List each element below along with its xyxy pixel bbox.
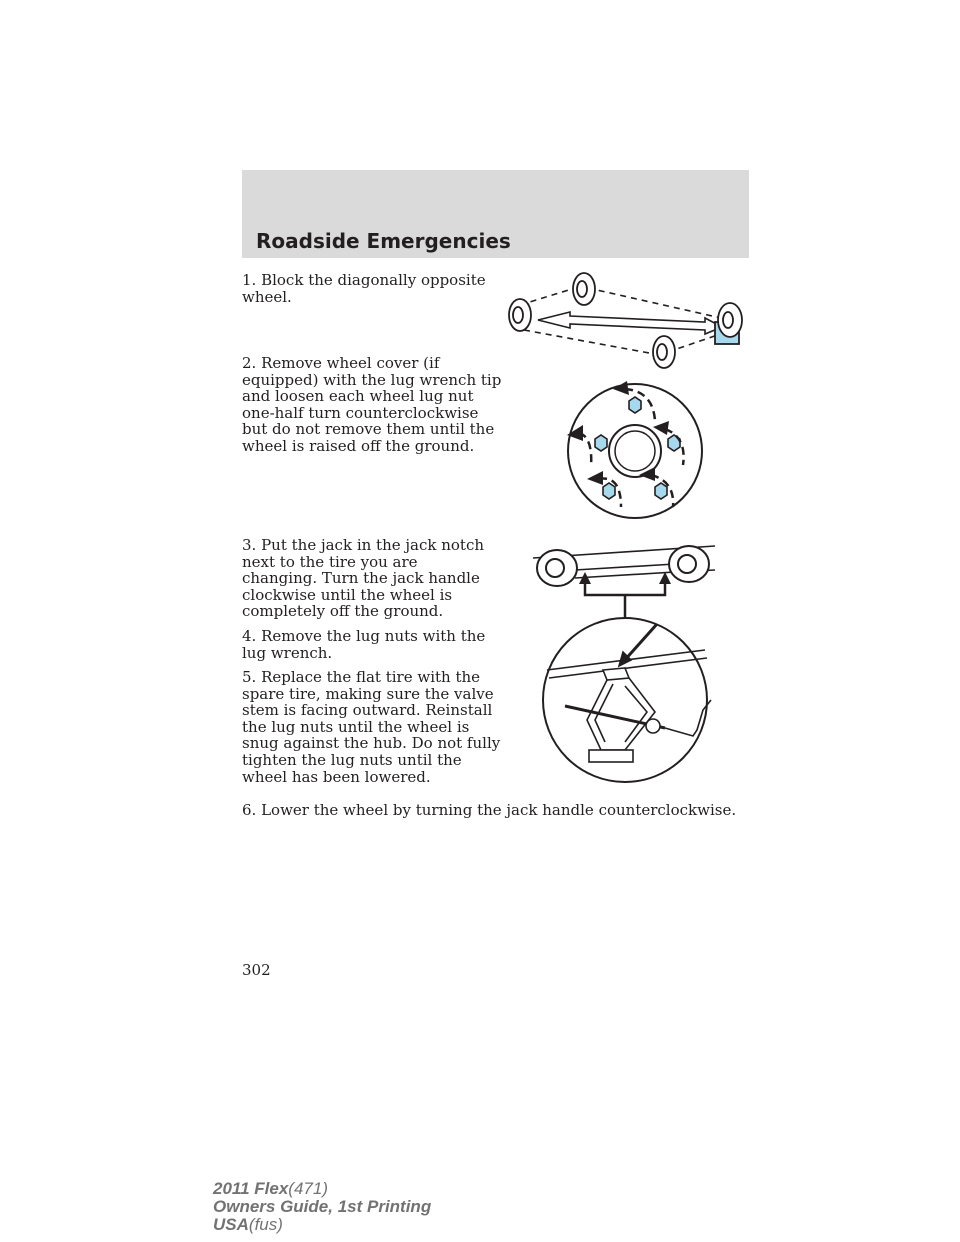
step-4: 4. Remove the lug nuts with the lug wrench. (242, 627, 486, 662)
step-6: 6. Lower the wheel by turning the jack handle counterclockwise. (242, 801, 737, 819)
footer-market: USA (213, 1215, 249, 1234)
lug-nut-icon (629, 397, 641, 413)
step-5: 5. Replace the flat tire with the spare tire, making sure the valve stem is facing outward. Reinstall the lug nuts until the wheel is snug against the hub. Do not fully tighten the lug nuts until the wheel has been lowered. (242, 668, 501, 786)
loosen-lug-nuts-figure (555, 375, 705, 520)
footer-model-code: (471) (288, 1179, 328, 1198)
block-diagonal-wheel-figure (500, 270, 760, 375)
page-number: 302 (242, 961, 271, 979)
step-3: 3. Put the jack in the jack notch next to the tire you are changing. Turn the jack handle clockwise until the wheel is completely off the ground. (242, 536, 485, 621)
lug-nut-icon (595, 435, 607, 451)
step-1: 1. Block the diagonally opposite wheel. (242, 271, 486, 306)
lug-nut-icon (655, 483, 667, 499)
step-2: 2. Remove wheel cover (if equipped) with the lug wrench tip and loosen each wheel lug nut one-half turn counterclockwise but do not remove them until the wheel is raised off the ground. (242, 354, 502, 455)
footer-guide-edition: Owners Guide, 1st Printing (213, 1197, 432, 1216)
footer-model: 2011 Flex (213, 1179, 289, 1198)
jack-placement-figure (525, 540, 725, 785)
footer-market-code: (fus) (248, 1215, 283, 1234)
lug-nut-icon (603, 483, 615, 499)
footer-print-info (213, 1180, 431, 1234)
section-title: Roadside Emergencies (256, 229, 511, 253)
